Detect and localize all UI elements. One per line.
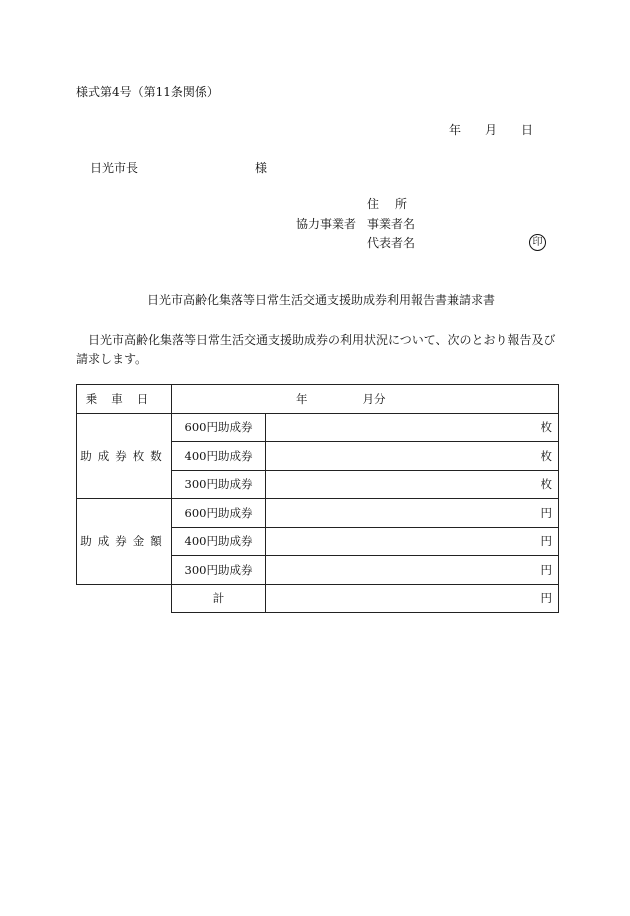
count-400-field[interactable]: 枚 [266,442,559,471]
ticket-amount-label: 助成券金額 [77,499,172,585]
ticket-count-label: 助成券枚数 [77,413,172,499]
date-day-label[interactable]: 日 [521,123,534,137]
ticket-type-label: 600円助成券 [172,413,266,442]
document-title: 日光市高齢化集落等日常生活交通支援助成券利用報告書兼請求書 [147,293,496,307]
total-amount-field[interactable]: 円 [266,584,559,613]
address-label[interactable]: 住所 [367,197,424,211]
addressee-honorific: 様 [255,161,268,175]
amount-600-field[interactable]: 円 [266,499,559,528]
representative-label[interactable]: 代表者名 [367,236,416,250]
ticket-type-label: 400円助成券 [172,527,266,556]
seal-text: 印 [532,236,543,248]
total-label: 計 [172,584,266,613]
month-year-month: 月分 [362,391,386,406]
month-year-year: 年 [296,391,308,406]
ticket-type-label: 600円助成券 [172,499,266,528]
body-text: 日光市高齢化集落等日常生活交通支援助成券の利用状況について、次のとおり報告及び請求します。 [76,333,556,366]
count-300-field[interactable]: 枚 [266,470,559,499]
count-600-field[interactable]: 枚 [266,413,559,442]
table-row [77,385,559,414]
amount-400-field[interactable]: 円 [266,527,559,556]
month-year-field[interactable] [172,385,559,414]
cooperator-label: 協力事業者 [296,217,357,231]
date-year-label[interactable]: 年 [449,123,462,137]
amount-300-field[interactable]: 円 [266,556,559,585]
table-row [77,413,559,442]
blank-cell [77,584,172,613]
ticket-type-label: 300円助成券 [172,470,266,499]
table-row [77,584,559,613]
date-month-label[interactable]: 月 [485,123,498,137]
addressee-name: 日光市長 [90,161,139,175]
ticket-type-label: 400円助成券 [172,442,266,471]
report-table [76,384,559,613]
business-name-label[interactable]: 事業者名 [367,217,416,231]
ride-day-label: 乗車日 [77,385,172,414]
table-row [77,499,559,528]
ticket-type-label: 300円助成券 [172,556,266,585]
seal-icon [529,234,546,251]
form-number: 様式第4号（第11条関係） [76,85,219,99]
